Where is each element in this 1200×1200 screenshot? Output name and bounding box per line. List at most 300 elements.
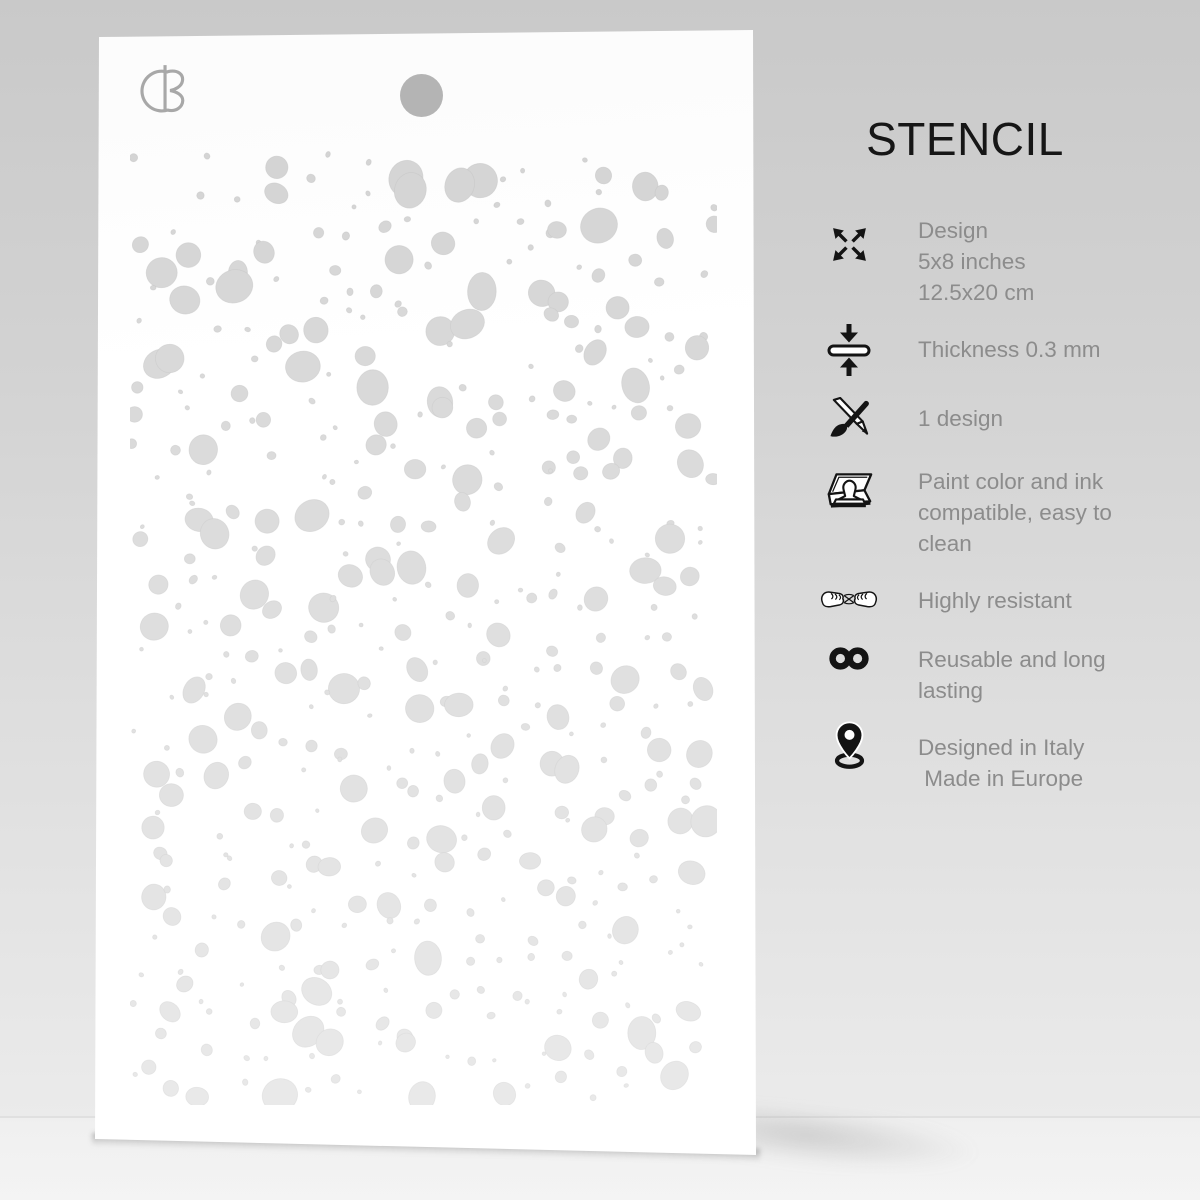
stencil-dot — [554, 805, 569, 819]
stencil-dot — [574, 343, 585, 354]
stencil-dot — [272, 659, 300, 687]
stencil-dot — [132, 382, 143, 394]
stencil-dot — [587, 401, 593, 407]
stencil-dot — [326, 372, 331, 377]
stencil-dot — [341, 922, 348, 929]
stencil-dot — [534, 702, 541, 709]
stencil-dot — [482, 618, 515, 651]
stencil-dot — [271, 1000, 299, 1023]
stencil-dot — [644, 634, 650, 640]
stencil-dot — [325, 151, 331, 158]
stencil-dot — [605, 660, 644, 699]
stencil-dot — [458, 383, 467, 392]
stencil-dot — [173, 973, 196, 995]
stencil-dot — [250, 238, 278, 267]
stencil-dot — [255, 916, 296, 957]
stencil-dot — [150, 285, 156, 290]
feature-paint-compatible — [820, 466, 1160, 559]
stencil-dot — [348, 895, 367, 913]
stencil-dot — [200, 758, 233, 793]
stencil-dot — [319, 296, 328, 305]
stencil-dot — [223, 651, 230, 658]
stencil-dot — [302, 629, 319, 645]
stencil-dot — [502, 777, 508, 784]
stencil-dot — [554, 884, 578, 909]
stencil-dot — [373, 1014, 391, 1033]
feature-line: Paint color and ink — [918, 469, 1104, 494]
stencil-dot — [305, 739, 319, 753]
stencil-dot — [278, 648, 282, 652]
stencil-dot — [356, 484, 374, 502]
stencil-dot — [196, 191, 205, 200]
ink-pad-stamp-icon — [820, 471, 878, 523]
stencil-dot — [290, 918, 303, 932]
stencil-dot — [682, 736, 717, 772]
stencil-dot — [553, 541, 567, 554]
stencil-dot — [174, 602, 182, 610]
stencil-dot — [305, 1087, 312, 1093]
stencil-dot — [392, 597, 397, 602]
stencil-dot — [404, 216, 411, 222]
stencil-dot — [174, 241, 202, 269]
stencil-dot — [698, 540, 704, 545]
stencil-dot — [577, 967, 600, 991]
stencil-dot — [475, 845, 493, 862]
stencil-dot — [273, 276, 280, 283]
stencil-dot — [389, 515, 406, 533]
stencil-dot — [528, 395, 536, 403]
stencil-dot — [140, 524, 146, 530]
stencil-dot — [440, 464, 446, 470]
stencil-dot — [667, 660, 689, 682]
stencil-dot — [692, 613, 698, 620]
stencil-dot — [489, 449, 495, 456]
stencil-dot — [607, 694, 627, 714]
stencil-dot — [566, 415, 576, 424]
stencil-dot — [605, 295, 631, 320]
stencil-dot — [300, 658, 319, 681]
stencil-dot — [206, 277, 215, 286]
stencil-dot — [556, 1008, 563, 1015]
stencil-dot — [433, 660, 438, 665]
stencil-dot — [130, 528, 151, 549]
stencil-dot — [130, 439, 137, 449]
stencil-dot — [392, 1029, 419, 1055]
stencil-dot — [413, 940, 442, 976]
feature-line: Design — [918, 218, 989, 243]
stencil-dot — [267, 451, 276, 459]
stencil-dot — [139, 647, 144, 652]
stencil-dot — [394, 548, 428, 586]
stencil-dot — [184, 405, 190, 411]
stencil-dot — [582, 157, 588, 163]
stencil-dot — [461, 834, 468, 841]
stencil-dot — [448, 460, 487, 500]
stencil-dot — [672, 445, 708, 482]
stencil-dot — [527, 953, 535, 961]
stencil-dot — [410, 748, 415, 753]
stencil-dot — [533, 666, 540, 673]
stencil-dot — [186, 493, 194, 500]
dot-pattern — [130, 150, 717, 1105]
stencil-dot — [486, 729, 519, 763]
feature-line: Made in Europe — [918, 766, 1084, 791]
stencil-dot — [395, 776, 409, 790]
stencil-dot — [569, 731, 575, 736]
stencil-dot — [521, 723, 530, 731]
stencil-dot — [177, 968, 184, 975]
stencil-dot — [543, 496, 553, 506]
stencil-dot — [390, 443, 396, 449]
stencil-dot — [244, 327, 251, 333]
stencil-dot — [211, 914, 217, 920]
stencil-dot — [421, 520, 437, 532]
stencil-dot — [598, 869, 604, 875]
stencil-dot — [234, 196, 240, 202]
stencil-dot — [680, 795, 690, 805]
stencil-dot — [676, 909, 681, 914]
stencil-dot — [644, 779, 657, 792]
stencil-dot — [337, 999, 343, 1005]
stencil-dot — [465, 417, 487, 439]
stencil-dot — [309, 704, 314, 710]
brush-pencil-icon — [820, 397, 878, 440]
feature-line: Thickness 0.3 mm — [918, 337, 1101, 362]
stencil-dot — [407, 785, 420, 798]
stencil-dot — [618, 365, 654, 407]
stencil-dot — [562, 992, 567, 998]
feature-line: compatible, easy to — [918, 500, 1112, 525]
stencil-dot — [577, 920, 588, 931]
stencil-dot — [391, 948, 397, 954]
stencil-dot — [633, 852, 640, 859]
stencil-dot — [132, 1071, 138, 1077]
stencil-dot — [482, 658, 486, 662]
stencil-dot — [251, 356, 258, 362]
stencil-dot — [264, 154, 290, 180]
infinity-icon — [820, 646, 878, 671]
stencil-dot — [289, 843, 294, 848]
stencil-dot — [675, 857, 709, 889]
feature-thickness — [820, 334, 1160, 377]
stencil-dot — [655, 226, 676, 250]
stencil-dot — [327, 624, 337, 634]
stencil-dot — [345, 307, 352, 314]
stencil-dot — [203, 152, 211, 160]
stencil-dot — [178, 673, 209, 707]
stencil-dot — [699, 269, 709, 279]
stencil-dot — [313, 227, 325, 239]
stencil-dot — [278, 738, 287, 746]
stencil-dot — [423, 898, 437, 912]
stencil-dot — [618, 960, 624, 966]
stencil-dot — [301, 767, 306, 772]
stencil-dot — [572, 499, 599, 527]
stencil-dot — [525, 592, 538, 604]
stencil-dot — [211, 265, 257, 308]
stencil-dot — [476, 935, 485, 944]
stencil-dot — [596, 189, 602, 195]
stencil-dot — [609, 538, 614, 544]
stencil-dot — [175, 767, 186, 778]
stencil-dot — [688, 776, 704, 792]
stencil-dot — [364, 957, 380, 972]
feature-line: Highly resistant — [918, 588, 1072, 613]
stencil-dot — [499, 176, 506, 183]
stencil-dot — [139, 1057, 159, 1077]
stencil-dot — [200, 373, 205, 378]
stencil-dot — [467, 272, 497, 311]
stencil-dot — [435, 751, 441, 757]
brand-logo-cb-icon — [134, 63, 191, 113]
stencil-dot — [506, 258, 513, 265]
stencil-dot — [677, 563, 703, 589]
stencil-dot — [130, 234, 152, 256]
stencil-dot — [302, 316, 329, 344]
stencil-dot — [703, 213, 717, 236]
stencil-dot — [493, 481, 505, 492]
stencil-dot — [305, 589, 343, 626]
stencil-dot — [594, 165, 614, 185]
stencil-dot — [428, 228, 458, 258]
stencil-dot — [502, 685, 509, 692]
stencil-dot — [496, 693, 511, 708]
stencil-dot — [588, 660, 605, 677]
stencil-dot — [590, 266, 608, 284]
stencil-dot — [140, 883, 168, 912]
stencil-dot — [445, 1054, 450, 1059]
stencil-dot — [706, 473, 717, 484]
stencil-dot — [431, 849, 458, 876]
stencil-dot — [169, 694, 174, 700]
stencil-dot — [178, 389, 184, 394]
stencil-dot — [423, 1000, 444, 1022]
stencil-dot — [365, 159, 372, 167]
stencil-dot — [660, 376, 664, 381]
stencil-dot — [631, 171, 659, 202]
stencil-dot — [263, 1056, 268, 1061]
stencil-dot — [387, 766, 391, 771]
stencil-dot — [141, 815, 165, 839]
feature-design-size — [820, 215, 1160, 308]
stencil-dot — [337, 757, 342, 762]
stencil-dot — [482, 795, 505, 820]
stencil-dot — [213, 325, 222, 333]
stencil-dot — [652, 521, 687, 556]
stencil-dot — [687, 925, 692, 929]
stencil-dot — [519, 852, 540, 869]
stencil-dot — [466, 733, 471, 738]
stencil-dot — [444, 610, 456, 622]
stencil-dot — [229, 383, 250, 404]
location-pin-icon — [820, 721, 878, 769]
stencil-dot — [535, 877, 556, 898]
stencil-dot — [564, 315, 579, 328]
stencil-dot — [624, 315, 650, 338]
stencil-dot — [405, 1079, 438, 1105]
feature-list — [820, 215, 1160, 794]
stencil-dot — [155, 475, 160, 480]
stencil-dot — [311, 908, 316, 914]
stencil-dot — [525, 999, 530, 1004]
stencil-dot — [627, 826, 651, 850]
stencil-dot — [405, 835, 421, 851]
stencil-dot — [359, 623, 363, 627]
stencil-dot — [236, 754, 254, 772]
stencil-dot — [573, 466, 589, 481]
stencil-dot — [590, 1095, 596, 1101]
stencil-dot — [269, 868, 289, 887]
stencil-dot — [474, 219, 479, 225]
stencil-dot — [216, 832, 224, 840]
stencil-dot — [644, 735, 674, 765]
stencil-dot — [319, 959, 341, 980]
stencil-dot — [580, 582, 613, 615]
stencil-dot — [690, 674, 717, 703]
stencil-dot — [261, 179, 292, 208]
stencil-dot — [357, 813, 393, 848]
stencil-dot — [164, 886, 171, 893]
stencil-dot — [679, 942, 685, 948]
stencil-dot — [332, 425, 338, 431]
expand-arrows-icon — [820, 224, 878, 265]
stencil-dot — [466, 956, 476, 966]
stencil-dot — [402, 654, 432, 686]
stencil-dot — [493, 201, 501, 208]
feature-resistant — [820, 585, 1160, 618]
stencil-dot — [456, 573, 479, 598]
stencil-dot — [187, 433, 220, 467]
stencil-dot — [589, 1009, 611, 1031]
stencil-dot — [203, 619, 209, 625]
stencil-dot — [631, 405, 647, 421]
stencil-dot — [524, 1083, 531, 1090]
stencil-dot — [258, 1074, 303, 1105]
stencil-dot — [319, 433, 327, 441]
stencil-dot — [250, 1018, 260, 1029]
feature-line: clean — [918, 531, 972, 556]
stencil-dot — [545, 644, 559, 658]
stencil-dot — [625, 1002, 631, 1009]
stencil-dot — [671, 409, 705, 443]
stencil-dot — [159, 904, 184, 929]
stencil-dot — [392, 621, 415, 644]
stencil-dot — [673, 998, 703, 1024]
stencil-dot — [328, 673, 360, 704]
stencil-dot — [668, 950, 674, 956]
stencil-dot — [130, 152, 139, 163]
stencil-dot — [565, 449, 581, 465]
stencil-dot — [594, 325, 601, 333]
feature-line: 5x8 inches — [918, 249, 1026, 274]
stencil-dot — [562, 951, 573, 961]
stencil-dot — [496, 956, 504, 964]
stencil-dot — [187, 629, 192, 634]
stencil-dot — [199, 999, 204, 1004]
stencil-dot — [517, 218, 525, 225]
stencil-dot — [687, 701, 694, 708]
stencil-dot — [334, 560, 366, 591]
stencil-dot — [329, 1073, 342, 1085]
stencil-dot — [367, 713, 372, 717]
stencil-dot — [520, 168, 524, 173]
stencil-dot — [435, 794, 444, 803]
stencil-dot — [170, 229, 177, 236]
stencil-dot — [540, 1031, 576, 1066]
stencil-dot — [667, 405, 673, 411]
stencil-dot — [136, 609, 172, 644]
stencil-dot — [143, 255, 180, 291]
stencil-dot — [365, 190, 371, 197]
stencil-dot — [187, 574, 199, 586]
stencil-dot — [656, 770, 664, 778]
feature-line: lasting — [918, 678, 984, 703]
stencil-dot — [528, 363, 534, 369]
stencil-dot — [347, 288, 353, 296]
stencil-dot — [378, 1041, 382, 1046]
stencil-dot — [256, 412, 271, 427]
stencil-dot — [492, 1058, 497, 1062]
stencil-dot — [351, 204, 357, 210]
stencil-dot — [354, 460, 359, 464]
stencil-dot — [302, 840, 311, 849]
hang-hole-circle — [400, 74, 443, 117]
stencil-dot — [673, 364, 685, 375]
stencil-dot — [355, 346, 376, 366]
stencil-dot — [476, 812, 480, 817]
stencil-dot — [544, 199, 551, 207]
stencil-dot — [278, 964, 286, 971]
stencil-dot — [654, 277, 664, 286]
stencil-dot — [526, 934, 540, 947]
stencil-dot — [382, 242, 417, 277]
stencil-dot — [611, 404, 617, 410]
stencil-dot — [615, 1064, 629, 1078]
stencil-dot — [199, 1042, 214, 1057]
stencil-dot — [495, 600, 499, 604]
stencil-dot — [465, 907, 475, 918]
stencil-dot — [442, 768, 466, 795]
stencil-dot — [607, 934, 611, 939]
stencil-dot — [283, 349, 322, 385]
stencil-dot — [360, 315, 365, 320]
stencil-dot — [249, 417, 255, 423]
stencil-dot — [648, 357, 654, 363]
stencil-dot — [308, 397, 317, 405]
stencil-dot — [136, 317, 142, 324]
stencil-dot — [618, 883, 628, 891]
stencil-dot — [253, 507, 282, 536]
feature-origin — [820, 732, 1160, 794]
stencil-dot — [396, 541, 401, 546]
stencil-dot — [370, 284, 383, 299]
stencil-dot — [343, 551, 349, 557]
stencil-dot — [424, 581, 432, 589]
stencil-dot — [577, 605, 582, 611]
stencil-dot — [664, 331, 676, 342]
hands-pulling-icon — [820, 582, 878, 618]
stencil-dot — [379, 647, 384, 651]
stencil-dot — [608, 912, 643, 948]
stencil-dot — [547, 588, 559, 601]
stencil-dot — [152, 934, 158, 940]
stencil-dot — [653, 703, 659, 709]
stencil-dot — [153, 1026, 168, 1041]
stencil-dot — [501, 897, 506, 902]
stencil-dot — [697, 525, 703, 531]
stencil-dot — [556, 571, 562, 577]
stencil-dot — [212, 575, 218, 581]
